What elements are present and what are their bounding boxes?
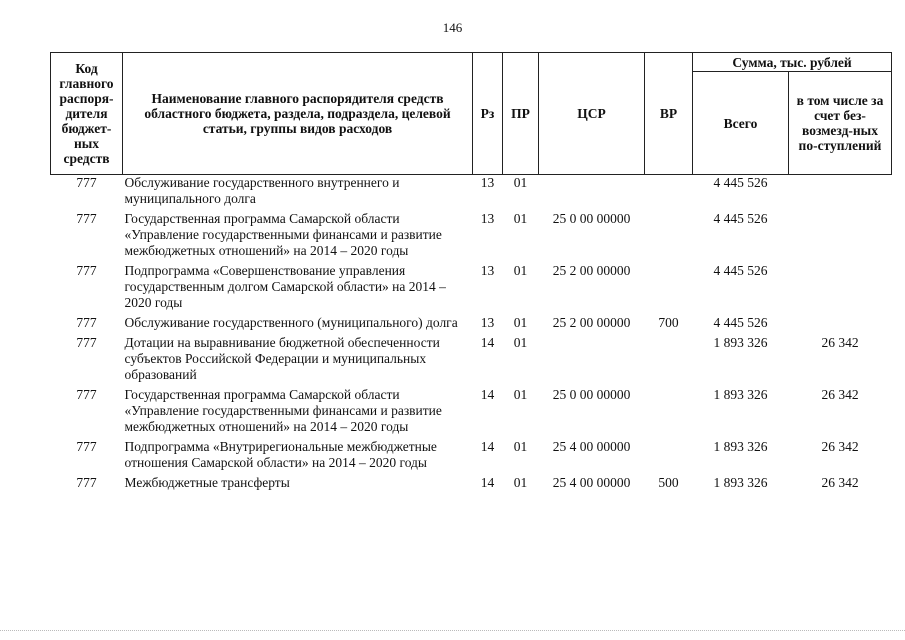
- cell-csr: 25 4 00 00000: [552, 475, 631, 490]
- table-row: [51, 263, 892, 315]
- cell-vr: 500: [658, 475, 679, 490]
- cell-code: 777: [76, 439, 97, 454]
- cell-rz: 13: [480, 211, 495, 226]
- cell-free: [789, 263, 892, 315]
- cell-name: Подпрограмма «Совершенствование управления государственным долгом Самарской области» на 2014 – 2020 годы: [124, 263, 446, 310]
- table-row: [51, 475, 892, 495]
- header-csr: ЦСР: [539, 53, 645, 175]
- cell-rz: 14: [480, 335, 495, 350]
- cell-name: Межбюджетные трансферты: [124, 475, 290, 490]
- header-vr: ВР: [645, 53, 693, 175]
- cell-free: 26 342: [821, 475, 859, 490]
- header-sum: Сумма, тыс. рублей: [693, 53, 892, 72]
- table-row: [51, 315, 892, 335]
- table-body: [51, 175, 892, 496]
- cell-vr: [645, 175, 693, 212]
- cell-total: 4 445 526: [713, 175, 768, 190]
- cell-rz: 14: [480, 439, 495, 454]
- budget-table: [50, 52, 892, 495]
- cell-pr: 01: [513, 211, 528, 226]
- cell-vr: [645, 211, 693, 263]
- header-name: Наименование главного распорядителя средств областного бюджета, раздела, подраздела, целевой статьи, группы видов расходов: [123, 53, 473, 175]
- table-row: [51, 175, 892, 212]
- cell-rz: 13: [480, 315, 495, 330]
- cell-total: 4 445 526: [713, 315, 768, 330]
- cell-rz: 13: [480, 263, 495, 278]
- table-row: [51, 335, 892, 387]
- cell-vr: 700: [658, 315, 679, 330]
- table-row: [51, 211, 892, 263]
- table-row: [51, 387, 892, 439]
- cell-total: 4 445 526: [713, 211, 768, 226]
- header-pr: ПР: [503, 53, 539, 175]
- cell-code: 777: [76, 175, 97, 190]
- cell-code: 777: [76, 263, 97, 278]
- cell-total: 1 893 326: [713, 387, 768, 402]
- cell-pr: 01: [513, 315, 528, 330]
- cell-pr: 01: [513, 439, 528, 454]
- cell-name: Обслуживание государственного (муниципального) долга: [124, 315, 458, 330]
- cell-free: 26 342: [821, 439, 859, 454]
- cell-pr: 01: [513, 263, 528, 278]
- cell-rz: 14: [480, 475, 495, 490]
- cell-code: 777: [76, 475, 97, 490]
- cell-rz: 13: [480, 175, 495, 190]
- header-rz: Рз: [473, 53, 503, 175]
- cell-pr: 01: [513, 387, 528, 402]
- cell-csr: 25 0 00 00000: [552, 387, 631, 402]
- cell-vr: [645, 387, 693, 439]
- cell-csr: [539, 175, 645, 212]
- cell-vr: [645, 439, 693, 475]
- bottom-dotted-divider: [0, 630, 905, 631]
- cell-csr: 25 4 00 00000: [552, 439, 631, 454]
- cell-csr: 25 2 00 00000: [552, 263, 631, 278]
- cell-csr: 25 0 00 00000: [552, 211, 631, 226]
- header-code: Код главного распоря-дителя бюджет-ных средств: [51, 53, 123, 175]
- cell-pr: 01: [513, 475, 528, 490]
- cell-name: Государственная программа Самарской области «Управление государственными финансами и развитие межбюджетных отношений» на 2014 – 2020 годы: [124, 211, 442, 258]
- cell-free: 26 342: [821, 335, 859, 350]
- cell-free: [789, 211, 892, 263]
- cell-free: [789, 315, 892, 335]
- cell-vr: [645, 335, 693, 387]
- table-header: [51, 53, 892, 175]
- page-number: 146: [442, 20, 463, 35]
- cell-total: 1 893 326: [713, 475, 768, 490]
- cell-code: 777: [76, 315, 97, 330]
- cell-pr: 01: [513, 175, 528, 190]
- header-free: в том числе за счет без-возмезд-ных по-ступлений: [789, 72, 892, 175]
- cell-pr: 01: [513, 335, 528, 350]
- cell-rz: 14: [480, 387, 495, 402]
- cell-name: Подпрограмма «Внутрирегиональные межбюджетные отношения Самарской области» на 2014 – 2020 годы: [124, 439, 437, 470]
- cell-name: Государственная программа Самарской области «Управление государственными финансами и развитие межбюджетных отношений» на 2014 – 2020 годы: [124, 387, 442, 434]
- cell-free: 26 342: [821, 387, 859, 402]
- cell-free: [789, 175, 892, 212]
- cell-code: 777: [76, 211, 97, 226]
- cell-code: 777: [76, 335, 97, 350]
- cell-total: 1 893 326: [713, 335, 768, 350]
- cell-name: Дотации на выравнивание бюджетной обеспеченности субъектов Российской Федерации и муниципальных образований: [124, 335, 440, 382]
- table-row: [51, 439, 892, 475]
- cell-name: Обслуживание государственного внутреннего и муниципального долга: [124, 175, 400, 206]
- cell-code: 777: [76, 387, 97, 402]
- cell-csr: [539, 335, 645, 387]
- cell-total: 4 445 526: [713, 263, 768, 278]
- cell-csr: 25 2 00 00000: [552, 315, 631, 330]
- cell-vr: [645, 263, 693, 315]
- cell-total: 1 893 326: [713, 439, 768, 454]
- header-total: Всего: [693, 72, 789, 175]
